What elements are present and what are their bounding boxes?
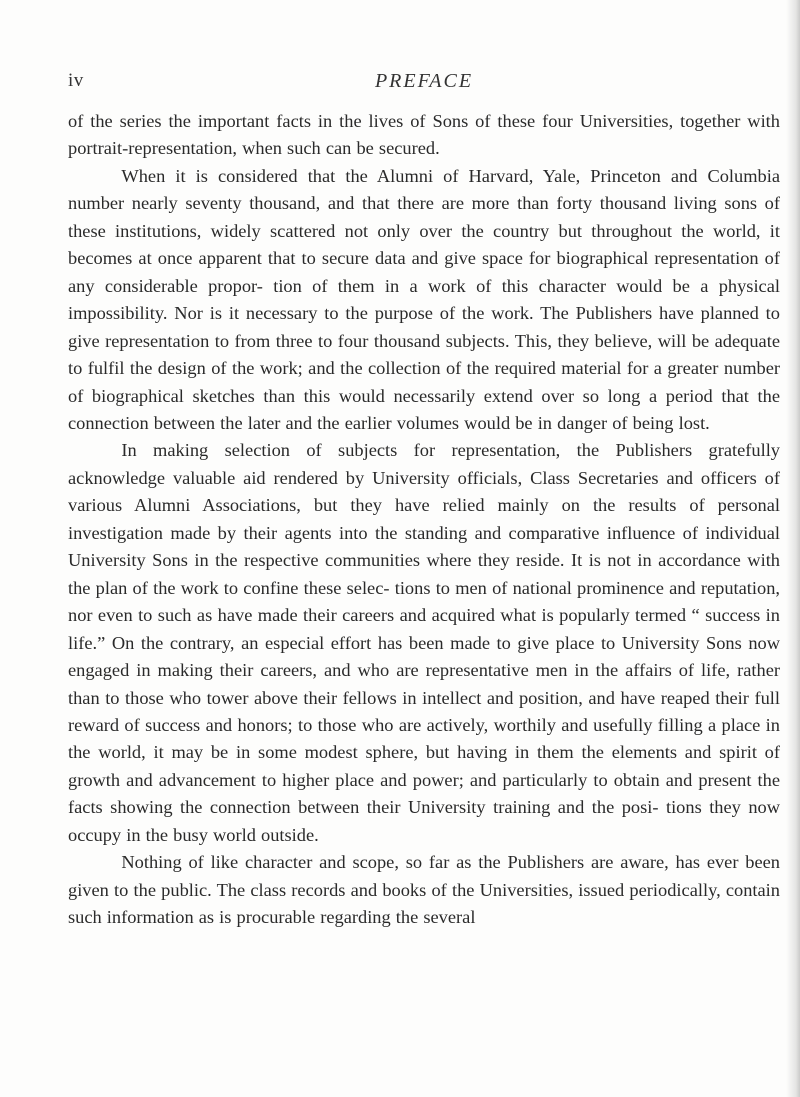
paragraph-continued: of the series the important facts in the lives of Sons of these four Universities, together with portrait-representation, when such can be secured.: [68, 111, 780, 159]
running-title: PREFACE: [374, 70, 474, 92]
paragraph-alumni-numbers: When it is considered that the Alumni of Harvard, Yale, Princeton and Columbia number nearly seventy thousand, and that there are more than forty thousand living sons of these institutions, widely scattered not only over the country but throughout the world, it becomes at once apparent that to secure data and give space for biographical representation of any considerable propor- tion of them in a work of this character would be a physical impossibility. Nor is it necessary to the purpose of the work. The Publishers have planned to give representation to from three to four thousand subjects. This, they believe, will be adequate to fulfil the design of the work; and the collection of the required material for a greater number of biographical sketches than this would necessarily extend over so long a period that the connection between the later and the earlier volumes would be in danger of being lost.: [68, 165, 780, 433]
paragraph-nothing-of-like-character: Nothing of like character and scope, so far as the Publishers are aware, has ever been given to the public. The class records and books of the Universities, issued periodically, contain such information as is procurable regarding the several: [68, 852, 780, 928]
page-edge-shadow: [786, 0, 800, 1097]
page-number: iv: [68, 70, 84, 91]
paragraph-selection-of-subjects: In making selection of subjects for representation, the Publishers gratefully acknowledge valuable aid rendered by University officials, Class Secretaries and officers of various Alumni Associations, but they have relied mainly on the results of personal investigation made by their agents into the standing and comparative influence of individual University Sons in the respective communities where they reside. It is not in accordance with the plan of the work to confine these selec- tions to men of national prominence and reputation, nor even to such as have made their careers and acquired what is popularly termed “ success in life.” On the contrary, an especial effort has been made to give place to University Sons now engaged in making their careers, and who are representative men in the affairs of life, rather than to those who tower above their fellows in intellect and position, and have reaped their full reward of success and honors; to those who are actively, worthily and usefully filling a place in the world, it may be in some modest sphere, but having in them the elements and spirit of growth and advancement to higher place and power; and particularly to obtain and present the facts showing the connection between their University training and the posi- tions they now occupy in the busy world outside.: [68, 440, 780, 845]
page-header: [68, 70, 780, 96]
body-text: [68, 108, 780, 932]
